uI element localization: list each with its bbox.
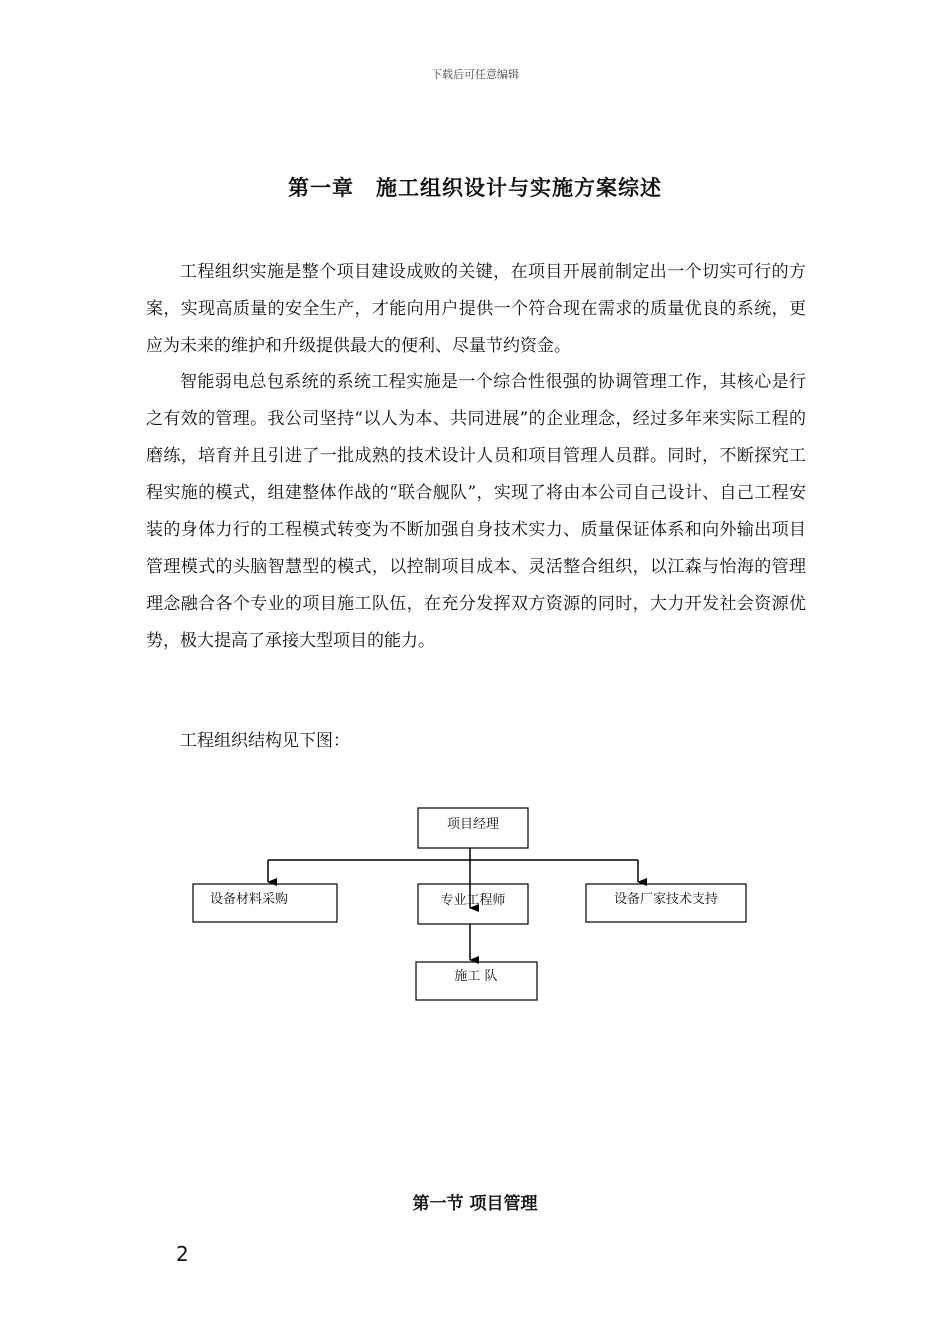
org-node-label: 项目经理 xyxy=(446,817,500,832)
org-node-construction-team xyxy=(416,962,537,1000)
section-title: 第一节 项目管理 xyxy=(412,1194,538,1214)
paragraph-text: 工程组织实施是整个项目建设成败的关键，在项目开展前制定出一个切实可行的方案，实现高质量的安全生产，才能向用户提供一个符合现在需求的质量优良的系统，更应为未来的维护和升级提供最大的便利、尽量节约资金。 xyxy=(146,262,806,356)
org-chart xyxy=(180,800,760,1010)
org-node-project-manager xyxy=(418,808,528,848)
org-node-label: 设备材料采购 xyxy=(209,892,289,907)
body-paragraph xyxy=(146,364,806,660)
page-number: 2 xyxy=(176,1242,189,1266)
org-node-label: 专业工程师 xyxy=(440,893,506,908)
org-node-vendor-support xyxy=(586,884,746,922)
org-node-engineer xyxy=(418,884,528,924)
page-header: 下载后可任意编辑 xyxy=(431,68,519,81)
chapter-title: 第一章 施工组织设计与实施方案综述 xyxy=(288,175,662,200)
org-node-label: 设备厂家技术支持 xyxy=(613,892,719,907)
body-paragraph xyxy=(146,254,806,365)
org-node-label: 施工 队 xyxy=(454,969,498,984)
diagram-caption: 工程组织结构见下图： xyxy=(180,731,350,751)
paragraph-text: 智能弱电总包系统的系统工程实施是一个综合性很强的协调管理工作，其核心是行之有效的管理。我公司坚持“以人为本、共同进展”的企业理念，经过多年来实际工程的磨练，培育并且引进了一批成熟的技术设计人员和项目管理人员群。同时，不断探究工程实施的模式，组建整体作战的“联合舰队”，实现了将由本公司自己设计、自己工程安装的身体力行的工程模式转变为不断加强自身技术实力、质量保证体系和向外输出项目管理模式的头脑智慧型的模式，以控制项目成本、灵活整合组织，以江森与怡海的管理理念融合各个专业的项目施工队伍，在充分发挥双方资源的同时，大力开发社会资源优势，极大提高了承接大型项目的能力。 xyxy=(146,372,806,651)
org-node-procurement xyxy=(193,884,337,922)
